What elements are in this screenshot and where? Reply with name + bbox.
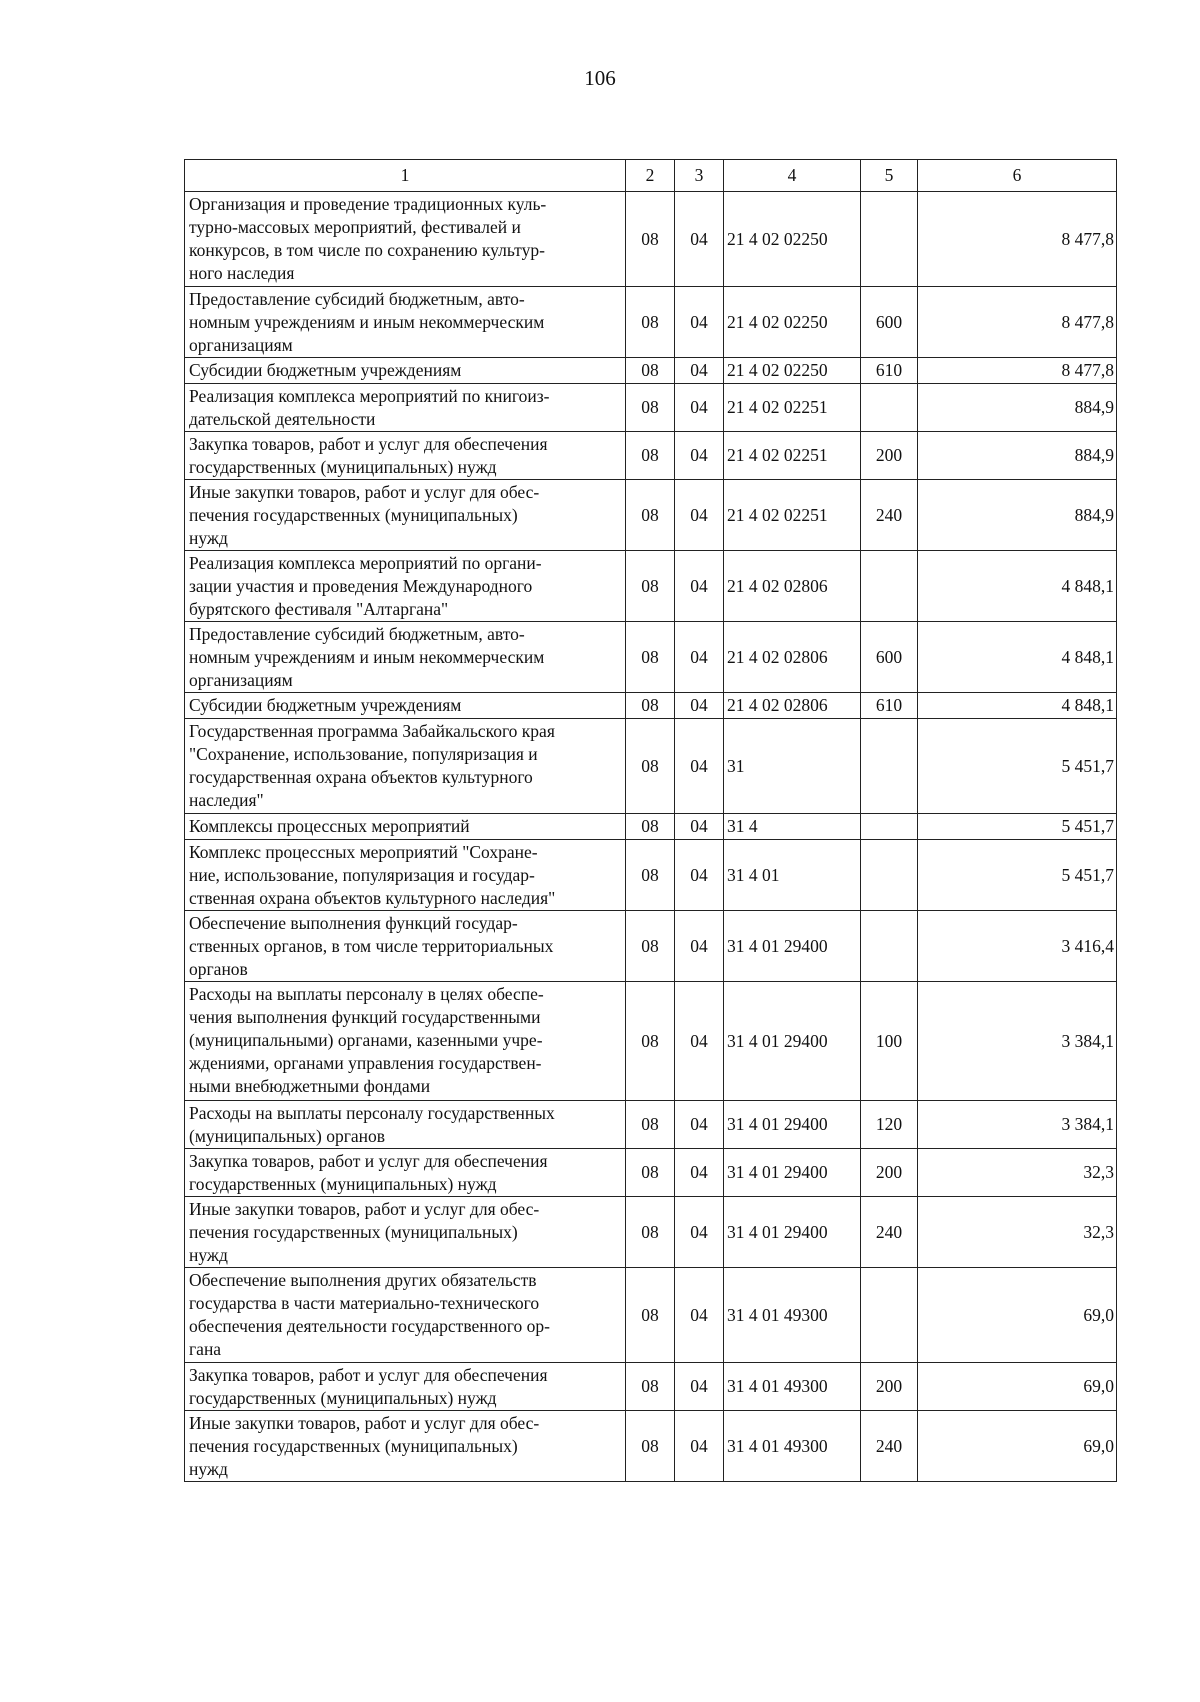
cell-target-article: 31 4 [724, 814, 861, 840]
cell-expense-type: 240 [861, 480, 918, 551]
table-row [185, 982, 1117, 1101]
cell-expense-type: 610 [861, 358, 918, 384]
cell-description: Субсидии бюджетным учреждениям [185, 358, 626, 384]
cell-subsection: 04 [675, 480, 724, 551]
column-header-section: 2 [626, 160, 675, 192]
cell-description: Предоставление субсидий бюджетным, авто- номным учреждениям и иным некоммерческим организациям [185, 622, 626, 693]
cell-expense-type: 600 [861, 622, 918, 693]
cell-target-article: 31 4 01 49300 [724, 1363, 861, 1411]
cell-description: Комплекс процессных мероприятий "Сохране- ние, использование, популяризация и государ- ственная охрана объектов культурного наследия" [185, 840, 626, 911]
cell-expense-type [861, 1268, 918, 1363]
cell-target-article: 31 4 01 29400 [724, 1149, 861, 1197]
cell-amount: 8 477,8 [918, 358, 1117, 384]
cell-amount: 3 416,4 [918, 911, 1117, 982]
cell-expense-type: 100 [861, 982, 918, 1101]
cell-description: Комплексы процессных мероприятий [185, 814, 626, 840]
cell-target-article: 21 4 02 02251 [724, 432, 861, 480]
table-row [185, 480, 1117, 551]
budget-table [184, 159, 1117, 1482]
cell-description: Расходы на выплаты персоналу в целях обеспе- чения выполнения функций государственными (муниципальными) органами, казенными учре- ждениями, органами управления государствен- ными внебюджетными фондами [185, 982, 626, 1101]
table-row [185, 1411, 1117, 1482]
cell-subsection: 04 [675, 432, 724, 480]
table-row [185, 432, 1117, 480]
cell-section: 08 [626, 192, 675, 287]
cell-section: 08 [626, 1101, 675, 1149]
cell-description: Обеспечение выполнения функций государ- ственных органов, в том числе территориальных органов [185, 911, 626, 982]
table-body [185, 192, 1117, 1482]
column-header-amount: 6 [918, 160, 1117, 192]
cell-amount: 5 451,7 [918, 719, 1117, 814]
cell-amount: 69,0 [918, 1268, 1117, 1363]
cell-expense-type [861, 551, 918, 622]
cell-section: 08 [626, 693, 675, 719]
cell-expense-type: 120 [861, 1101, 918, 1149]
cell-amount: 884,9 [918, 384, 1117, 432]
cell-amount: 4 848,1 [918, 551, 1117, 622]
table-row [185, 1268, 1117, 1363]
cell-subsection: 04 [675, 1411, 724, 1482]
cell-section: 08 [626, 1149, 675, 1197]
cell-subsection: 04 [675, 1268, 724, 1363]
cell-amount: 884,9 [918, 480, 1117, 551]
cell-subsection: 04 [675, 1363, 724, 1411]
table-row [185, 358, 1117, 384]
cell-expense-type [861, 719, 918, 814]
table-row [185, 622, 1117, 693]
column-header-description: 1 [185, 160, 626, 192]
cell-section: 08 [626, 1411, 675, 1482]
cell-amount: 3 384,1 [918, 982, 1117, 1101]
table-row [185, 192, 1117, 287]
cell-subsection: 04 [675, 911, 724, 982]
cell-expense-type: 240 [861, 1197, 918, 1268]
cell-target-article: 21 4 02 02806 [724, 551, 861, 622]
table-row [185, 287, 1117, 358]
cell-subsection: 04 [675, 1197, 724, 1268]
table-row [185, 1197, 1117, 1268]
cell-amount: 5 451,7 [918, 840, 1117, 911]
cell-expense-type: 600 [861, 287, 918, 358]
cell-target-article: 21 4 02 02806 [724, 622, 861, 693]
cell-section: 08 [626, 287, 675, 358]
cell-section: 08 [626, 814, 675, 840]
cell-description: Организация и проведение традиционных куль- турно-массовых мероприятий, фестивалей и конкурсов, в том числе по сохранению культур- ного наследия [185, 192, 626, 287]
cell-subsection: 04 [675, 693, 724, 719]
table-row [185, 840, 1117, 911]
cell-description: Обеспечение выполнения других обязательств государства в части материально-технического обеспечения деятельности государственного ор- гана [185, 1268, 626, 1363]
cell-amount: 3 384,1 [918, 1101, 1117, 1149]
table-row [185, 551, 1117, 622]
cell-description: Субсидии бюджетным учреждениям [185, 693, 626, 719]
cell-target-article: 21 4 02 02250 [724, 358, 861, 384]
cell-subsection: 04 [675, 1149, 724, 1197]
table-row [185, 1149, 1117, 1197]
cell-section: 08 [626, 480, 675, 551]
cell-expense-type [861, 840, 918, 911]
cell-amount: 4 848,1 [918, 693, 1117, 719]
cell-expense-type: 200 [861, 432, 918, 480]
table-row [185, 911, 1117, 982]
cell-target-article: 31 4 01 49300 [724, 1268, 861, 1363]
cell-amount: 884,9 [918, 432, 1117, 480]
cell-amount: 32,3 [918, 1197, 1117, 1268]
cell-target-article: 21 4 02 02251 [724, 384, 861, 432]
cell-subsection: 04 [675, 384, 724, 432]
cell-description: Реализация комплекса мероприятий по органи- зации участия и проведения Международного бурятского фестиваля "Алтаргана" [185, 551, 626, 622]
cell-description: Закупка товаров, работ и услуг для обеспечения государственных (муниципальных) нужд [185, 432, 626, 480]
page-number: 106 [584, 66, 616, 90]
cell-section: 08 [626, 1197, 675, 1268]
cell-description: Иные закупки товаров, работ и услуг для обес- печения государственных (муниципальных) нужд [185, 480, 626, 551]
cell-expense-type [861, 911, 918, 982]
cell-subsection: 04 [675, 551, 724, 622]
table-row [185, 384, 1117, 432]
cell-subsection: 04 [675, 982, 724, 1101]
cell-subsection: 04 [675, 840, 724, 911]
cell-section: 08 [626, 432, 675, 480]
cell-expense-type [861, 814, 918, 840]
cell-expense-type: 240 [861, 1411, 918, 1482]
cell-amount: 8 477,8 [918, 287, 1117, 358]
cell-section: 08 [626, 719, 675, 814]
cell-subsection: 04 [675, 287, 724, 358]
cell-description: Реализация комплекса мероприятий по книгоиз- дательской деятельности [185, 384, 626, 432]
table-row [185, 719, 1117, 814]
column-header-expense-type: 5 [861, 160, 918, 192]
cell-expense-type: 200 [861, 1149, 918, 1197]
cell-section: 08 [626, 1268, 675, 1363]
cell-target-article: 31 4 01 29400 [724, 1197, 861, 1268]
cell-section: 08 [626, 358, 675, 384]
cell-target-article: 31 4 01 29400 [724, 911, 861, 982]
cell-description: Предоставление субсидий бюджетным, авто- номным учреждениям и иным некоммерческим организациям [185, 287, 626, 358]
cell-amount: 32,3 [918, 1149, 1117, 1197]
cell-target-article: 31 4 01 [724, 840, 861, 911]
cell-subsection: 04 [675, 622, 724, 693]
cell-expense-type: 200 [861, 1363, 918, 1411]
cell-target-article: 31 4 01 29400 [724, 1101, 861, 1149]
column-header-target-article: 4 [724, 160, 861, 192]
cell-amount: 69,0 [918, 1411, 1117, 1482]
cell-target-article: 21 4 02 02250 [724, 192, 861, 287]
cell-section: 08 [626, 551, 675, 622]
cell-expense-type [861, 384, 918, 432]
cell-target-article: 31 4 01 29400 [724, 982, 861, 1101]
table-row [185, 1101, 1117, 1149]
cell-subsection: 04 [675, 719, 724, 814]
cell-section: 08 [626, 840, 675, 911]
cell-description: Закупка товаров, работ и услуг для обеспечения государственных (муниципальных) нужд [185, 1149, 626, 1197]
cell-description: Иные закупки товаров, работ и услуг для обес- печения государственных (муниципальных) нужд [185, 1197, 626, 1268]
column-header-subsection: 3 [675, 160, 724, 192]
cell-subsection: 04 [675, 1101, 724, 1149]
cell-section: 08 [626, 1363, 675, 1411]
cell-description: Государственная программа Забайкальского края "Сохранение, использование, популяризация и государственная охрана объектов культурного наследия" [185, 719, 626, 814]
cell-amount: 5 451,7 [918, 814, 1117, 840]
cell-description: Закупка товаров, работ и услуг для обеспечения государственных (муниципальных) нужд [185, 1363, 626, 1411]
cell-section: 08 [626, 911, 675, 982]
cell-section: 08 [626, 982, 675, 1101]
cell-section: 08 [626, 384, 675, 432]
cell-subsection: 04 [675, 358, 724, 384]
cell-description: Расходы на выплаты персоналу государственных (муниципальных) органов [185, 1101, 626, 1149]
table-header-row [185, 160, 1117, 192]
cell-target-article: 21 4 02 02806 [724, 693, 861, 719]
cell-target-article: 21 4 02 02251 [724, 480, 861, 551]
table-row [185, 814, 1117, 840]
cell-subsection: 04 [675, 192, 724, 287]
cell-amount: 8 477,8 [918, 192, 1117, 287]
table-row [185, 693, 1117, 719]
cell-description: Иные закупки товаров, работ и услуг для обес- печения государственных (муниципальных) нужд [185, 1411, 626, 1482]
cell-target-article: 21 4 02 02250 [724, 287, 861, 358]
cell-section: 08 [626, 622, 675, 693]
cell-target-article: 31 4 01 49300 [724, 1411, 861, 1482]
cell-expense-type: 610 [861, 693, 918, 719]
cell-target-article: 31 [724, 719, 861, 814]
table-row [185, 1363, 1117, 1411]
cell-amount: 4 848,1 [918, 622, 1117, 693]
cell-subsection: 04 [675, 814, 724, 840]
cell-amount: 69,0 [918, 1363, 1117, 1411]
cell-expense-type [861, 192, 918, 287]
